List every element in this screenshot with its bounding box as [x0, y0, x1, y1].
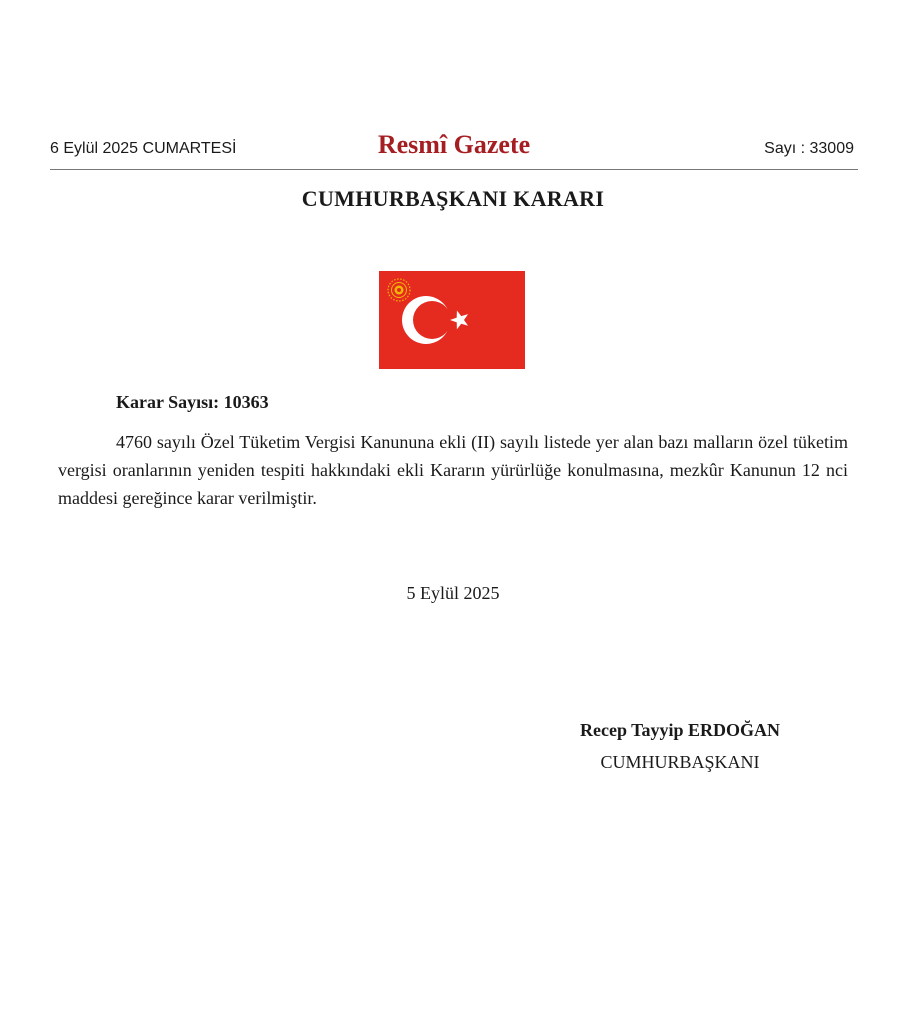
publication-date: 6 Eylül 2025 CUMARTESİ — [50, 140, 237, 157]
header-divider — [50, 169, 858, 170]
gazette-title: Resmî Gazete — [377, 130, 531, 159]
signatory-title: CUMHURBAŞKANI — [600, 752, 760, 772]
signatory-name: Recep Tayyip ERDOĞAN — [579, 720, 781, 740]
gazette-header — [50, 130, 858, 166]
turkish-flag-icon — [379, 271, 525, 369]
document-heading: CUMHURBAŞKANI KARARI — [301, 186, 605, 211]
decision-body: 4760 sayılı Özel Tüketim Vergisi Kanununa ekli (II) sayılı listede yer alan bazı malların özel tüketim vergisi oranlarının yeniden tespiti hakkındaki ekli Kararın yürürlüğe konulmasına, mezkûr Kanunun 12 nci maddesi gereğince karar verilmiştir. — [58, 432, 848, 508]
decision-date: 5 Eylül 2025 — [406, 583, 500, 603]
issue-number: Sayı : 33009 — [764, 140, 854, 157]
signature-block — [540, 720, 820, 773]
decision-number: Karar Sayısı: 10363 — [116, 392, 269, 412]
